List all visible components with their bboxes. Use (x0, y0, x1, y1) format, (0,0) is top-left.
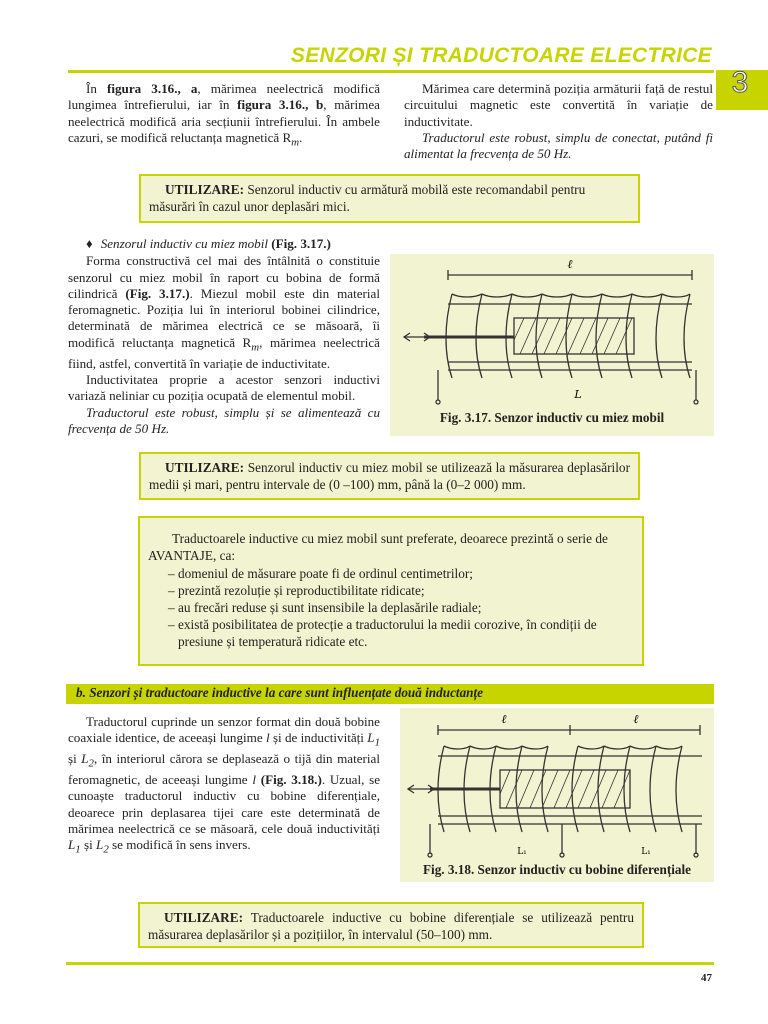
intro-left-paragraph: În figura 3.16., a, mărimea neelectrică modifică lungimea întrefierului, iar în figura 3.16., b, mărimea neelectrică modifică aria secțiunii întrefierului. În ambele cazuri, se modifică reluctanța magnetică $R_m$. (68, 81, 380, 149)
usage-box-differential (138, 902, 644, 948)
page-number: 47 (701, 972, 712, 984)
intro-right-paragraph: Mărimea care determină poziția armăturii față de restul circuitului magnetic este convertită în variație de inductivitate. (404, 81, 713, 129)
inductance-label-right: L₁ (641, 847, 651, 857)
figure-3-18 (400, 708, 714, 882)
mobile-core-paragraph-2: Inductivitatea proprie a acestor senzori inductivi variază neliniar cu poziția ocupată de elementul mobil. (68, 371, 380, 404)
advantages-box (138, 516, 644, 666)
footer-rule (66, 962, 714, 965)
mobile-core-paragraph-1: Forma constructivă cel mai des întâlnită o constituie senzorul cu miez mobil în raport cu bobina de formă cilindrică (Fig. 3.17.). Miezul mobil este din material feromagnetic. Poziția lui în interiorul bobinei cilindrice, determinată de mărimea electrică ce se măsoară, îi modifică reluctanța magnetică $R_m$, mărimea neelectrică fiind, astfel, convertită în variație de inductivitate. (68, 253, 380, 371)
section-b-title: b. Senzori și traductoare inductive la care sunt influențate două inductanțe (76, 685, 484, 700)
differential-sensor-drawing (400, 708, 714, 858)
mobile-core-paragraph-3: Traductorul este robust, simplu și se alimentează cu frecvența de 50 Hz. (68, 404, 380, 436)
list-item: – există posibilitatea de protecție a traductorului la medii corozive, în condiții de presiune și temperatură ridicate etc. (168, 617, 597, 649)
figure-3-18-caption: Fig. 3.18. Senzor inductiv cu bobine diferențiale (422, 862, 692, 877)
figure-3-17 (390, 254, 714, 436)
page-header-title: SENZORI ȘI TRADUCTOARE ELECTRICE (290, 44, 712, 67)
intro-right-paragraph-italic: Traductorul este robust, simplu de conectat, putând fi alimentat la frecvența de 50 Hz. (404, 129, 713, 162)
section-mobile-core (68, 236, 380, 437)
usage-label: UTILIZARE: (165, 460, 245, 475)
figure-3-17-caption: Fig. 3.17. Senzor inductiv cu miez mobil (439, 410, 665, 425)
usage-label: UTILIZARE: (164, 910, 244, 925)
differential-paragraph: Traductorul cuprinde un senzor format din două bobine coaxiale identice, de aceeași lungime l și de inductivități $L_1$ și $L_2$, în interiorul cărora se deplasează o tijă din material feromagnetic, de aceeași lungime l (Fig. 3.18.). Uzual, se cunoaște traductorul inductiv cu bobine diferențiale, deoarece prin deplasarea tijei care este determinată de mărimea neelectrică ce se măsoară, cele două inductivități $L_1$ și $L_2$ se modifică în sens invers. (68, 714, 381, 856)
intro-right-column (404, 81, 713, 162)
length-label: ℓ (567, 257, 573, 271)
length-label-right: ℓ (633, 712, 639, 726)
section-b-column (68, 714, 380, 858)
chapter-number: 3 (731, 66, 749, 99)
section-mobile-core-heading: ♦ Senzorul inductiv cu miez mobil (Fig. 3.17.) (86, 236, 331, 251)
usage-text: Senzorul inductiv cu miez mobil se utilizează la măsurarea deplasărilor medii și mari, pentru intervale de (0 –100) mm, până la (0–2 000) mm. (149, 460, 630, 492)
usage-text: Senzorul inductiv cu armătură mobilă este recomandabil pentru măsurări în cazul unor deplasări mici. (149, 182, 586, 214)
usage-text: Traductoarele inductive cu bobine diferențiale se utilizează pentru măsurarea deplasărilor și a pozițiilor, în intervalul (50–100) mm. (148, 910, 634, 942)
advantages-intro: Traductoarele inductive cu miez mobil sunt preferate, deoarece prezintă o serie de AVANTAJE, ca: (148, 531, 608, 563)
advantages-list (148, 565, 634, 650)
inductance-label-left: L₁ (517, 847, 527, 857)
header-rule (68, 70, 714, 73)
usage-box-armature (139, 174, 640, 223)
usage-label: UTILIZARE: (165, 182, 245, 197)
list-item: – prezintă rezoluție și reproductibilitate ridicate; (168, 583, 425, 598)
inductance-label: L (574, 388, 582, 401)
mobile-core-sensor-drawing (390, 254, 714, 406)
usage-box-mobile-core (139, 452, 640, 500)
list-item: – au frecări reduse și sunt insensibile la deplasările radiale; (168, 600, 482, 615)
list-item: – domeniul de măsurare poate fi de ordinul centimetrilor; (168, 566, 473, 581)
length-label-left: ℓ (501, 712, 507, 726)
intro-left-column (68, 81, 380, 151)
